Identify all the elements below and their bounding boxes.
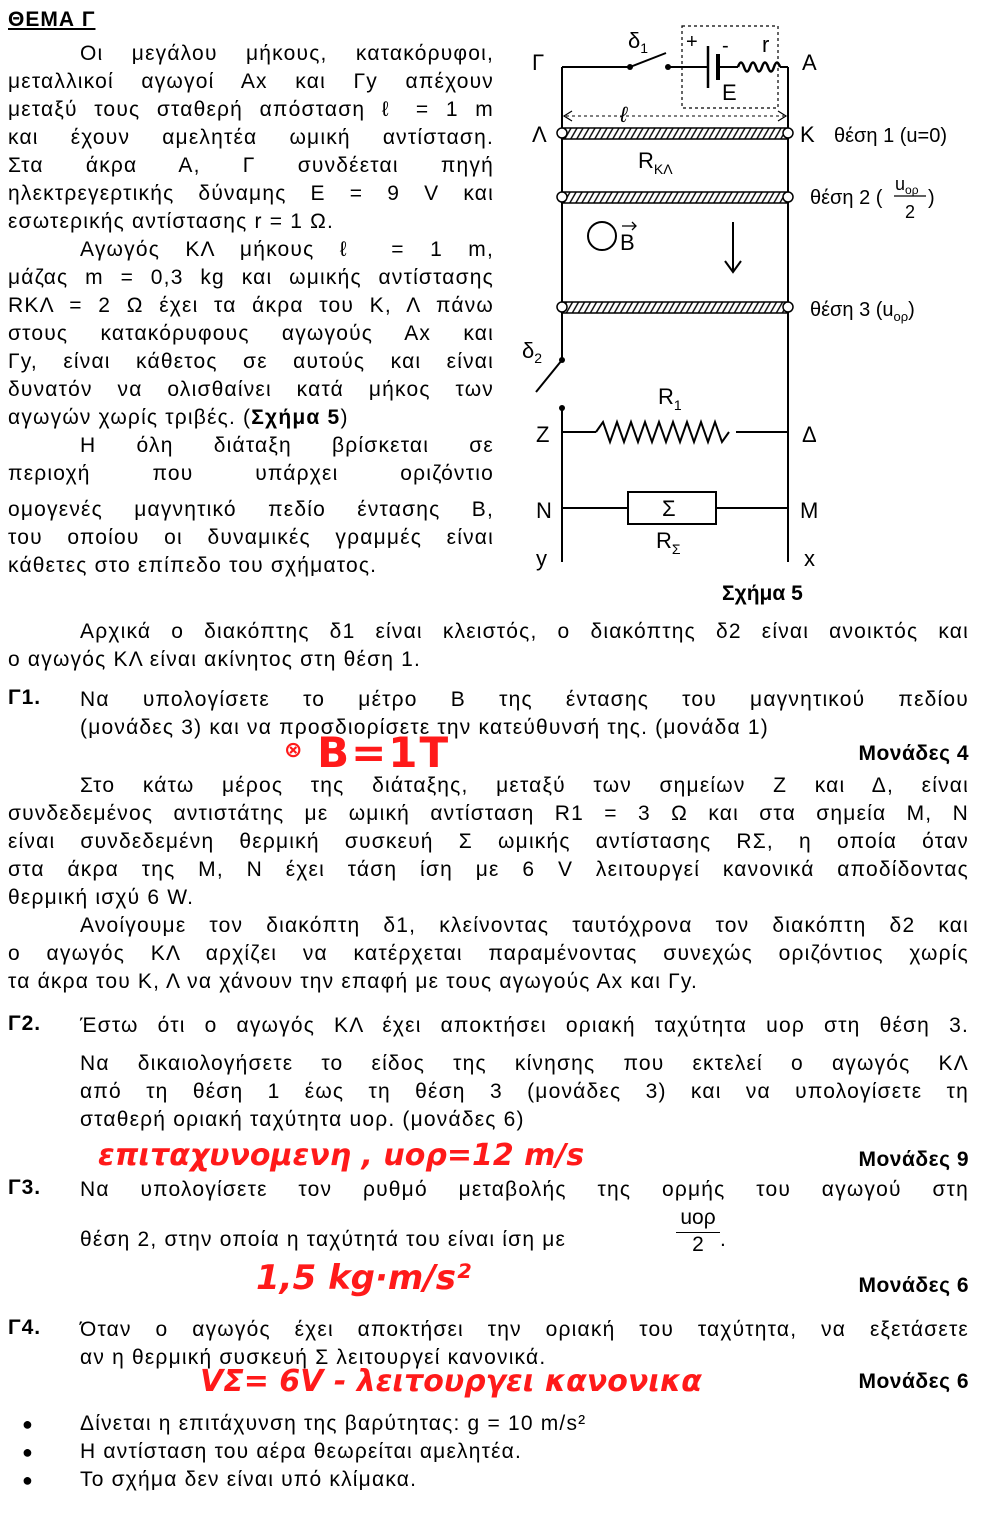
- label-zeta: Ζ: [536, 422, 550, 447]
- label-d1: $\delta_1$: [628, 28, 649, 56]
- label-gamma: Γ: [532, 50, 545, 75]
- rod-position-1: [562, 128, 788, 139]
- label-pos1: θέση 1 (u=0): [834, 125, 947, 147]
- question-line: Να υπολογίσετε το μέτρο Β της έντασης του μαγνητικού πεδίου: [80, 688, 969, 711]
- intro-line: στους κατακόρυφους αγωγούς Αx και: [8, 322, 494, 345]
- question-g1-marks: Μονάδες 4: [858, 742, 969, 765]
- question-g2-text: [80, 1012, 969, 1134]
- fraction-denominator: 2: [692, 1233, 704, 1256]
- field-into-page-icon: ⊗: [284, 738, 303, 763]
- label-RSigma: $R_\Sigma$: [656, 528, 681, 557]
- question-g2-marks: Μονάδες 9: [858, 1148, 969, 1171]
- intro-line: Οι μεγάλου μήκους, κατακόρυφοι,: [80, 42, 494, 65]
- question-g1-text: [80, 686, 969, 742]
- label-x: x: [804, 546, 815, 571]
- question-g1-number: Γ1.: [8, 686, 42, 709]
- handwritten-answer-g2: επιταχυνομενη , uορ=12 m/s: [98, 1138, 585, 1173]
- label-minus: -: [722, 35, 729, 57]
- label-r: r: [762, 32, 770, 57]
- question-line: Να υπολογίσετε τον ρυθμό μεταβολής της ορμής του αγωγού στη: [80, 1178, 969, 1201]
- question-g2-number: Γ2.: [8, 1012, 42, 1035]
- resistor-r1: [596, 422, 729, 442]
- bullet-icon: ●: [22, 1470, 35, 1490]
- intro-paragraph-2: [8, 236, 494, 432]
- figure-caption: Σχήμα 5: [722, 582, 803, 605]
- initial-line: Αρχικά ο διακόπτης δ1 είναι κλειστός, ο διακόπτης δ2 είναι ανοικτός και: [80, 620, 969, 643]
- question-g3-number: Γ3.: [8, 1176, 42, 1199]
- intro-line: Γy, είναι κάθετος σε αυτούς και είναι: [8, 350, 494, 373]
- label-sigma: Σ: [662, 496, 676, 521]
- question-g3-line2: θέση 2, στην οποία η ταχύτητά του είναι ίση με: [80, 1228, 567, 1251]
- setup-line: συνδεδεμένος αντιστάτης με ωμική αντίσταση R1 = 3 Ω και στα σημεία Μ, Ν: [8, 802, 969, 825]
- fraction-u-over-2: [676, 1206, 720, 1257]
- setup-line: τα άκρα του Κ, Λ να χάνουν την επαφή με τους αγωγούς Αx και Γy.: [8, 970, 699, 993]
- givens-item: ● Το σχήμα δεν είναι υπό κλίμακα.: [22, 1466, 922, 1494]
- question-g3-marks: Μονάδες 6: [858, 1274, 969, 1297]
- intro-paragraph-3: [8, 432, 494, 580]
- setup-line: ο αγωγός ΚΛ αρχίζει να κατέρχεται παραμένοντας συνεχώς οριζόντιος χωρίς: [8, 942, 969, 965]
- intro-paragraph-1: [8, 40, 494, 236]
- label-pos2-den: 2: [905, 202, 916, 222]
- label-rkl: $R_{K\Lambda}$: [638, 148, 673, 177]
- question-g4-number: Γ4.: [8, 1316, 42, 1339]
- label-delta: Δ: [802, 422, 817, 447]
- intro-line: περιοχή που υπάρχει οριζόντιο: [8, 462, 494, 485]
- question-line: Να δικαιολογήσετε το είδος της κίνησης που εκτελεί ο αγωγός ΚΛ: [80, 1052, 969, 1075]
- setup-line: Στο κάτω μέρος της διάταξης, μεταξύ των σημείων Ζ και Δ, είναι: [80, 774, 969, 797]
- question-line: από τη θέση 1 έως τη θέση 3 (μονάδες 3) και να υπολογίσετε τη: [80, 1080, 969, 1103]
- givens-item: ● Δίνεται η επιτάχυνση της βαρύτητας: g = 10 m/s²: [22, 1410, 922, 1438]
- question-g4-marks: Μονάδες 6: [858, 1370, 969, 1393]
- label-E: E: [722, 80, 737, 105]
- setup-line: θερμική ισχύ 6 W.: [8, 886, 195, 909]
- label-nu: Ν: [536, 498, 552, 523]
- question-line: αν η θερμική συσκευή Σ λειτουργεί κανονικά.: [80, 1346, 547, 1369]
- rod-position-2: [562, 192, 788, 203]
- setup-paragraph-2: [8, 912, 969, 996]
- label-mu: Μ: [800, 498, 819, 523]
- fraction-period: .: [720, 1228, 728, 1251]
- label-pos3: θέση 3 $(u_{o\rho})$: [810, 299, 915, 324]
- intro-line: δυνατόν να ολισθαίνει κατά μήκος των: [8, 378, 494, 401]
- intro-line: μάζας m = 0,3 kg και ωμικής αντίστασης: [8, 266, 494, 289]
- intro-line: του οποίου οι δυναμικές γραμμές είναι: [8, 526, 494, 549]
- label-ell: ℓ: [620, 102, 628, 127]
- intro-line: μεταξύ τους σταθερή απόσταση ℓ = 1 m: [8, 98, 494, 121]
- intro-line: κάθετες στο επίπεδο του σχήματος.: [8, 554, 378, 577]
- question-g3-text: [80, 1176, 969, 1204]
- handwritten-answer-g3: 1,5 kg·m/s²: [256, 1258, 471, 1298]
- label-pos2-num: $u_{o\rho}$: [895, 174, 919, 197]
- handwritten-answer-g1: ⊗ B=1T: [284, 728, 451, 777]
- intro-line: RΚΛ = 2 Ω έχει τα άκρα του Κ, Λ πάνω: [8, 294, 494, 317]
- intro-line: ηλεκτρεγερτικής δύναμης Ε = 9 V και: [8, 182, 494, 205]
- bullet-icon: ●: [22, 1414, 35, 1434]
- setup-paragraph-1: [8, 772, 969, 912]
- label-pos2: θέση 2 (: [810, 187, 883, 209]
- givens-list: [22, 1410, 922, 1494]
- intro-line: και έχουν αμελητέα ωμική αντίσταση.: [8, 126, 494, 149]
- question-line: Έστω ότι ο αγωγός ΚΛ έχει αποκτήσει οριακή ταχύτητα uορ στη θέση 3.: [80, 1014, 969, 1037]
- question-line: Όταν ο αγωγός έχει αποκτήσει την οριακή του ταχύτητα, να εξετάσετε: [80, 1318, 969, 1341]
- intro-line: ομογενές μαγνητικό πεδίο έντασης B,: [8, 498, 494, 521]
- initial-paragraph: [8, 618, 969, 674]
- rod-position-3: [562, 302, 788, 313]
- internal-resistance-coil: [738, 63, 780, 72]
- page-title: ΘΕΜΑ Γ: [8, 8, 96, 31]
- intro-line: Η όλη διάταξη βρίσκεται σε: [80, 434, 494, 457]
- label-pos2-close: ): [928, 187, 935, 209]
- intro-line: Στα άκρα Α, Γ συνδέεται πηγή: [8, 154, 494, 177]
- intro-line: εσωτερικής αντίστασης r = 1 Ω.: [8, 210, 335, 233]
- setup-line: Ανοίγουμε τον διακόπτη δ1, κλείνοντας ταυτόχρονα τον διακόπτη δ2 και: [80, 914, 969, 937]
- bullet-icon: ●: [22, 1442, 35, 1462]
- label-plus: +: [686, 31, 698, 53]
- givens-item: ● Η αντίσταση του αέρα θεωρείται αμελητέα.: [22, 1438, 922, 1466]
- switch-d2-bottom: [559, 405, 565, 411]
- fraction-numerator: uορ: [676, 1206, 720, 1233]
- intro-line: Αγωγός ΚΛ μήκους ℓ = 1 m,: [80, 238, 494, 261]
- figure-reference: Σχήμα 5: [251, 406, 341, 429]
- magnetic-field-symbol: [588, 222, 616, 250]
- label-d2: $\delta_2$: [522, 338, 543, 366]
- circuit-figure: [500, 0, 982, 612]
- label-R1: $R_1$: [658, 384, 682, 413]
- setup-line: στα άκρα της Μ, Ν έχει τάση ίση με 6 V λειτουργεί κανονικά αποδίδοντας: [8, 858, 969, 881]
- question-line: σταθερή οριακή ταχύτητα uορ. (μονάδες 6): [80, 1108, 525, 1131]
- intro-line: μεταλλικοί αγωγοί Αx και Γy απέχουν: [8, 70, 494, 93]
- handwritten-answer-g4: VΣ= 6V - λειτουργει κανονικα: [200, 1364, 702, 1399]
- label-B: B: [620, 230, 635, 255]
- question-line: (μονάδες 3) και να προσδιορίσετε την κατεύθυνσή της. (μονάδα 1): [80, 716, 769, 739]
- intro-line: αγωγών χωρίς τριβές. (Σχήμα 5): [8, 406, 349, 429]
- label-kappa: Κ: [800, 122, 815, 147]
- setup-line: είναι συνδεδεμένη θερμική συσκευή Σ ωμικής αντίστασης RΣ, η οποία όταν: [8, 830, 969, 853]
- label-y: y: [536, 546, 547, 571]
- label-lambda: Λ: [532, 122, 547, 147]
- initial-line: ο αγωγός ΚΛ είναι ακίνητος στη θέση 1.: [8, 648, 422, 671]
- label-alpha: Α: [802, 50, 817, 75]
